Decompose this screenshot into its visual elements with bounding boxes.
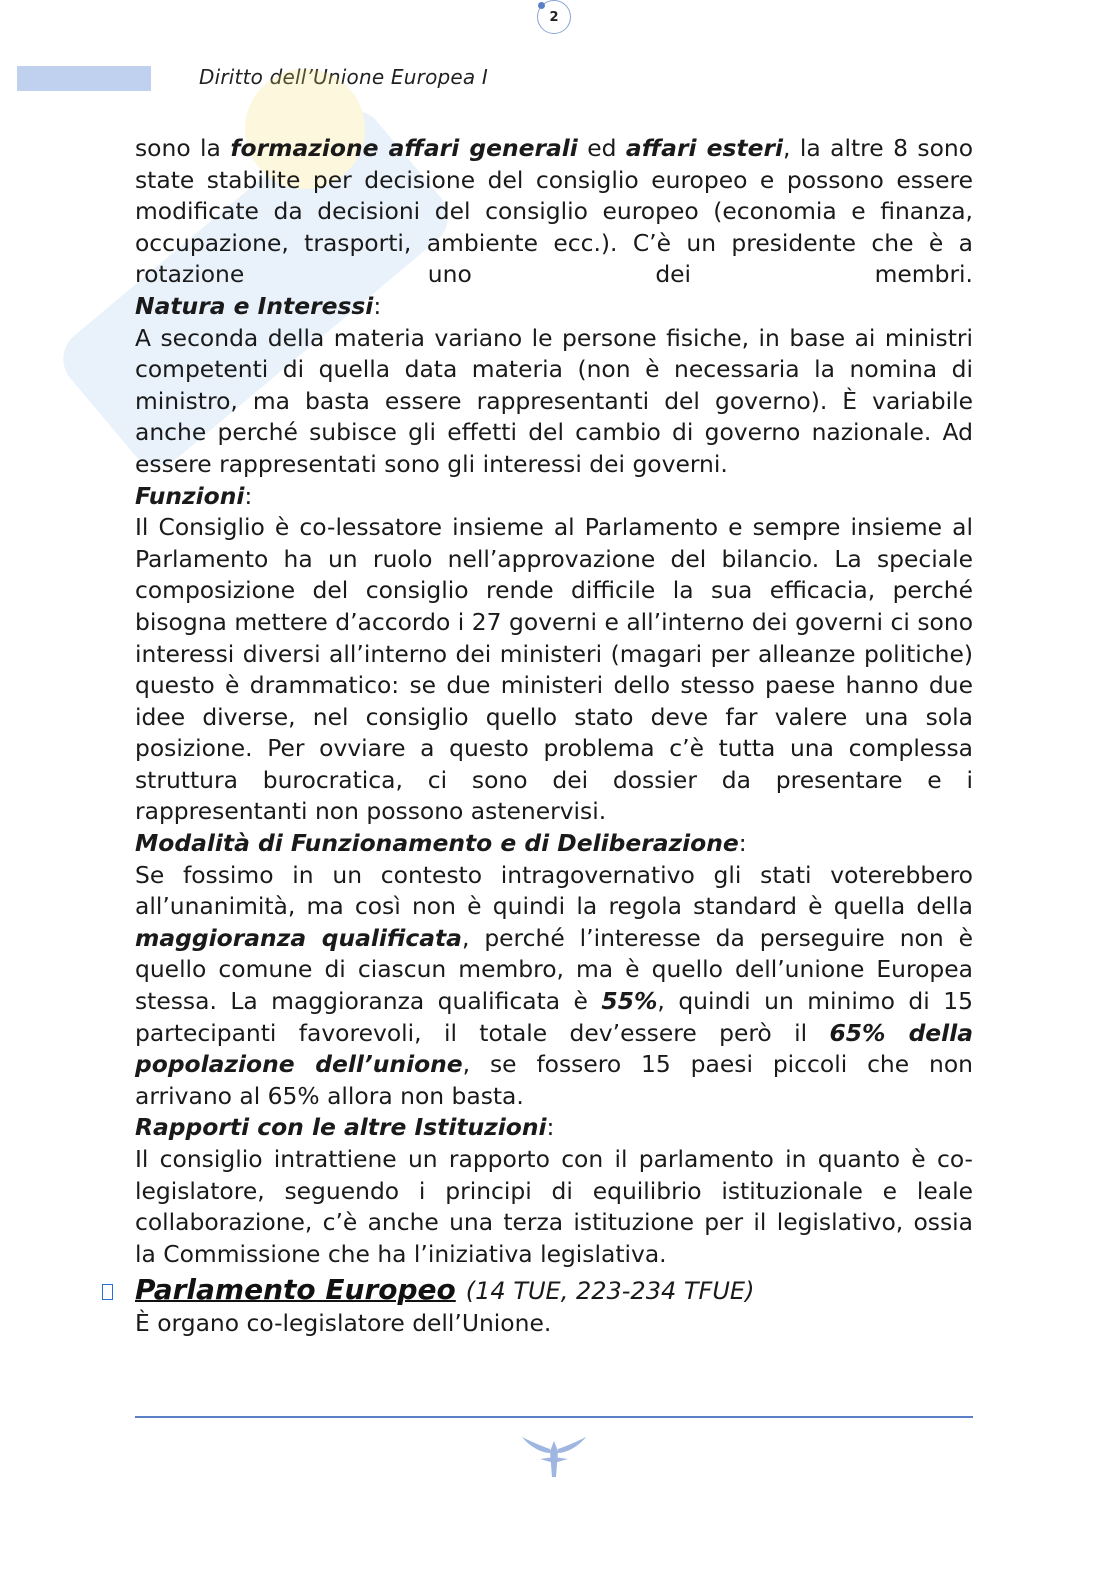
emphasis-affari-esteri: affari esteri [625, 134, 784, 162]
paragraph-funzioni: Il Consiglio è co-lessatore insieme al Parlamento e sempre insieme al Parlamento ha un ruolo nell’approvazione del bilancio. La speciale composizione del consiglio rende difficile la sua efficacia, perché bisogna mettere d’accordo i 27 governi e all’interno dei governi ci sono interessi diversi all’interno dei ministeri (magari per alleanze politiche) questo è drammatico: se due ministeri dello stesso paese hanno due idee diverse, nel consiglio quello stato deve far valere una sola posizione. Per ovviare a questo problema c’è tutta una complessa struttura burocratica, ci sono dei dossier da presentare e i rappresentanti non possono astenervisi. [135, 513, 973, 826]
paragraph-natura: A seconda della materia variano le persone fisiche, in base ai ministri competenti di quella data materia (non è necessaria la nomina di ministro, ma basta essere rappresentanti del governo). È variabile anche perché subisce gli effetti del cambio di governo nazionale. Ad essere rappresentati sono gli interessi dei governi. [135, 323, 973, 478]
bullet-icon [102, 1284, 113, 1300]
header-bar [17, 66, 151, 91]
paragraph-rapporti: Il consiglio intrattiene un rapporto con il parlamento in quanto è co-legislatore, seguendo i principi di equilibrio istituzionale e leale collaborazione, c’è anche una terza istituzione per il legislativo, ossia la Commissione che ha l’iniziativa legislativa. [135, 1145, 973, 1268]
emphasis-affari-generali: formazione affari generali [230, 134, 578, 162]
header-title: Diritto dell’Unione Europea I [199, 65, 489, 89]
heading-rapporti: Rapporti con le altre Istituzioni: [135, 1113, 555, 1142]
document-body [135, 133, 973, 1340]
emphasis-65-percent: 65% della popolazione dell’unione [135, 1018, 973, 1079]
emphasis-55-percent: 55% [601, 987, 658, 1016]
emphasis-maggioranza-qualificata: maggioranza qualificata [135, 923, 462, 952]
heading-funzioni: Funzioni: [135, 481, 253, 510]
section-title: Parlamento Europeo [135, 1273, 456, 1307]
section-reference: (14 TUE, 223-234 TFUE) [465, 1277, 755, 1306]
footer-ornament-icon [520, 1433, 588, 1479]
section-heading-parlamento [135, 1274, 973, 1308]
paragraph-parlamento: È organo co-legislatore dell’Unione. [135, 1308, 552, 1337]
page-number-dot [538, 2, 545, 9]
paragraph-composizione: sono la formazione affari generali ed affari esteri, la altre 8 sono state stabilite per decisione del consiglio europeo e possono essere modificate da decisioni del consiglio europeo (economia e finanza, occupazione, trasporti, ambiente ecc.). C’è un presidente che è a rotazione uno dei membri. [135, 134, 974, 289]
footer-divider [135, 1416, 973, 1418]
paragraph-modalita: Se fossimo in un contesto intragovernativo gli stati voterebbero all’unanimità, ma così non è quindi la regola standard è quella della maggioranza qualificata, perché l’interesse da perseguire non è quello comune di ciascun membro, ma è quello dell’unione Europea stessa. La maggioranza qualificata è 55%, quindi un minimo di 15 partecipanti favorevoli, il totale dev’essere però il 65% della popolazione dell’unione, se fossero 15 paesi piccoli che non arrivano al 65% allora non basta. [135, 860, 973, 1110]
page-number: 2 [537, 0, 571, 34]
heading-modalita: Modalità di Funzionamento e di Deliberazione: [135, 829, 747, 858]
heading-natura-interessi: Natura e Interessi: [135, 291, 382, 320]
